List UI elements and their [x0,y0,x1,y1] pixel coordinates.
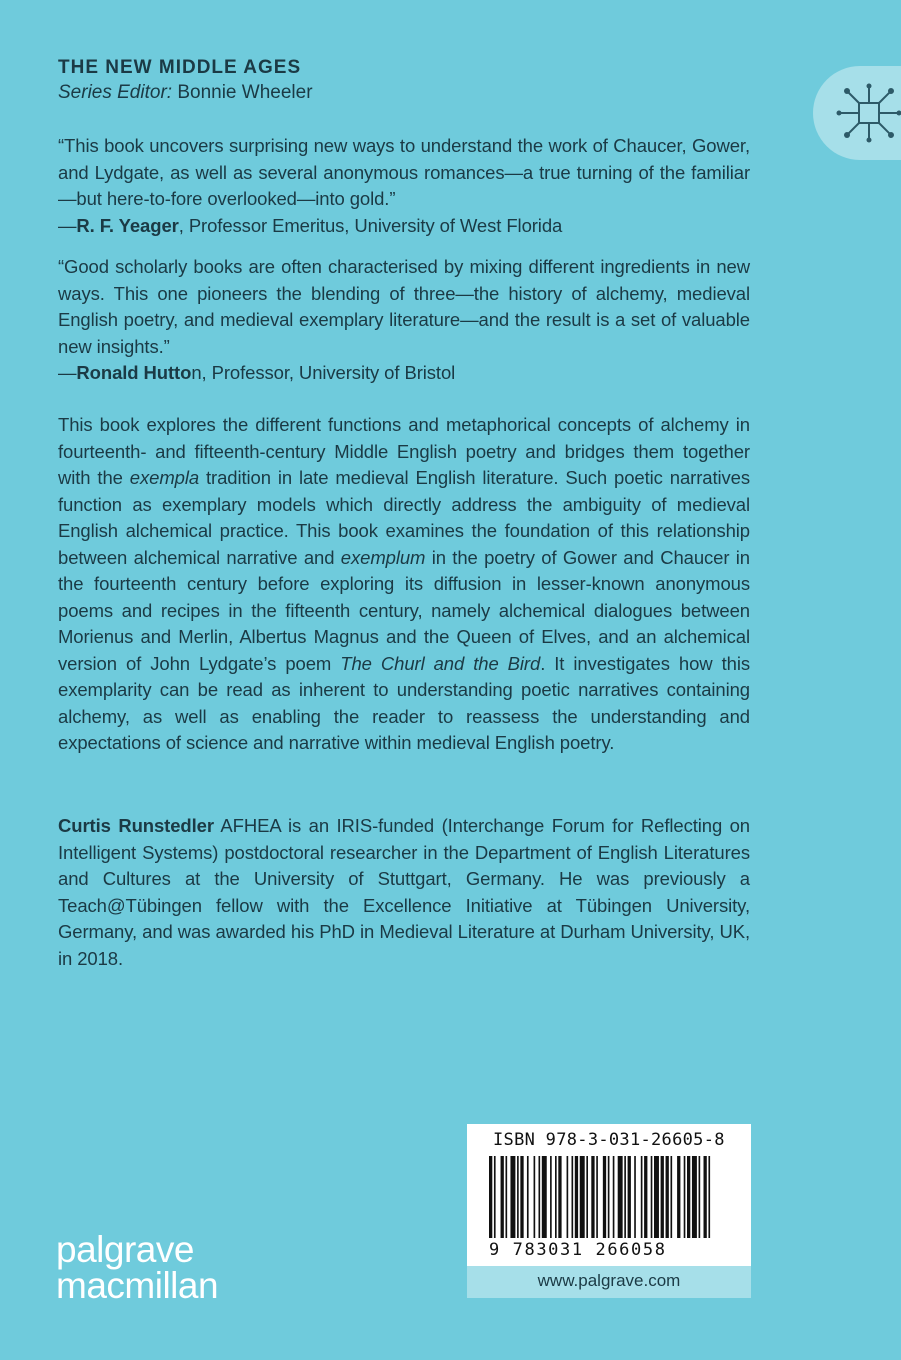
barcode-bar [510,1156,515,1238]
barcode-bar [704,1156,707,1238]
description-part-2: tradition in late medieval English literature. Such poetic narratives function as exemplary models which directly address the ambiguity of medieval English alchemical practice. This book examines the foundation of this relationship between alchemical narrative and [58,467,750,568]
barcode-bar [692,1156,697,1238]
barcode-bar [494,1156,496,1238]
barcode-bar [699,1156,701,1238]
barcode-bar [624,1156,626,1238]
barcode-bar [628,1156,631,1238]
isbn-barcode [467,1124,751,1266]
barcode-bar [542,1156,547,1238]
barcode-bar [527,1156,529,1238]
barcode-bar [596,1156,598,1238]
description-italic-2: exemplum [340,546,426,568]
series-header [58,56,313,106]
barcode-bar [534,1156,536,1238]
barcode-bar [603,1156,606,1238]
barcode-bar [580,1156,585,1238]
quote-2-text: “Good scholarly books are often characterised by mixing different ingredients in new ways. This one pioneers the blending of three—the history of alchemy, medieval English poetry, and medieval exemplary literature—and the result is a set of valuable new insights.” [58,256,750,357]
barcode-bar [677,1156,680,1238]
barcode-bar [684,1156,686,1238]
barcode-bar [666,1156,669,1238]
quote-2-author: Ronald Hutto [76,362,192,383]
publisher-website: www.palgrave.com [467,1266,751,1298]
barcode-bar [641,1156,643,1238]
quote-2-attribution [58,360,750,387]
quote-2-dash: — [58,362,77,383]
publisher-logo [56,1229,219,1306]
quote-1-author: R. F. Yeager [76,214,179,236]
description-part-3: in the poetry of Gower and Chaucer in the fourteenth century before exploring its diffusion in lesser-known anonymous poems and recipes in the fifteenth century, namely alchemical dialogues between Morienus and Merlin, Albertus Magnus and the Queen of Elves, and an alchemical version of John Lydgate’s poem [58,546,750,674]
quote-1-attribution [58,213,750,240]
publisher-logo-line-2: macmillan [56,1265,219,1306]
book-description [58,412,750,757]
barcode-bar [613,1156,615,1238]
barcode-bar [671,1156,673,1238]
barcode-bar [501,1156,504,1238]
barcode-bar [608,1156,610,1238]
publisher-logo-line-1: palgrave [56,1229,194,1270]
quote-1-affiliation: , Professor Emeritus, University of West Florida [178,214,563,236]
isbn-text: ISBN 978-3-031-26605-8 [493,1130,725,1150]
barcode-bar [651,1156,653,1238]
barcode-bar [567,1156,569,1238]
series-editor-name: Bonnie Wheeler [177,82,313,103]
barcode-bar [520,1156,523,1238]
barcode-digits: 9 783031 266058 [489,1240,667,1260]
author-bio-text: AFHEA is an IRIS-funded (Interchange Forum for Reflecting on Intelligent Systems) postdoctoral researcher in the Department of English Literatures and Cultures at the University of Stuttgart, Germany. He was previously a Teach@Tübingen fellow with the Excellence Initiative at Tübingen University, Germany, and was awarded his PhD in Medieval Literature at Durham University, UK, in 2018. [58,815,750,969]
series-editor-label: Series Editor: [58,82,173,103]
palgrave-emblem-icon [833,78,901,148]
barcode-bar [618,1156,623,1238]
barcode-bar [539,1156,541,1238]
author-bio [58,813,750,972]
barcode-bar [661,1156,664,1238]
barcode-bar [489,1156,492,1238]
endorsement-quote-1 [58,133,750,239]
barcode-bar [708,1156,710,1238]
barcode-bar [575,1156,578,1238]
author-name: Curtis Runstedler [58,815,214,836]
barcode-bar [550,1156,552,1238]
description-part-4: . It investigates how this exemplarity can be read as inherent to understanding poetic narratives containing alchemy, as well as enabling the reader to reassess the understanding and expectations of science and narrative within medieval English poetry. [58,652,750,753]
barcode-bar [591,1156,594,1238]
endorsement-quote-2 [58,254,750,387]
quote-2-author-tail: n [191,362,202,383]
barcode-bar [634,1156,636,1238]
series-editor [58,80,313,106]
barcode-bar [654,1156,659,1238]
barcode-bar [558,1156,561,1238]
description-italic-1: exempla [129,467,200,488]
barcode-bar [644,1156,647,1238]
barcode-icon [487,1156,731,1248]
barcode-bar [687,1156,690,1238]
quote-1-text: “This book uncovers surprising new ways to understand the work of Chaucer, Gower, and Lydgate, as well as several anonymous romances—a true turning of the familiar—but here-to-fore overlooked—into gold.” [58,135,750,209]
description-italic-3: The Churl and the Bird [340,652,541,674]
palgrave-emblem [813,66,901,160]
quote-2-affiliation: , Professor, University of Bristol [201,362,456,383]
description-part-1: This book explores the different functions and metaphorical concepts of alchemy in fourteenth- and fifteenth-century Middle English poetry and bridges them together with the [58,414,750,488]
series-title: THE NEW MIDDLE AGES [58,57,302,78]
quote-1-dash: — [58,214,77,236]
barcode-bar [517,1156,519,1238]
barcode-bar [586,1156,588,1238]
barcode-bar [572,1156,574,1238]
barcode-bar [555,1156,557,1238]
barcode-bar [506,1156,508,1238]
